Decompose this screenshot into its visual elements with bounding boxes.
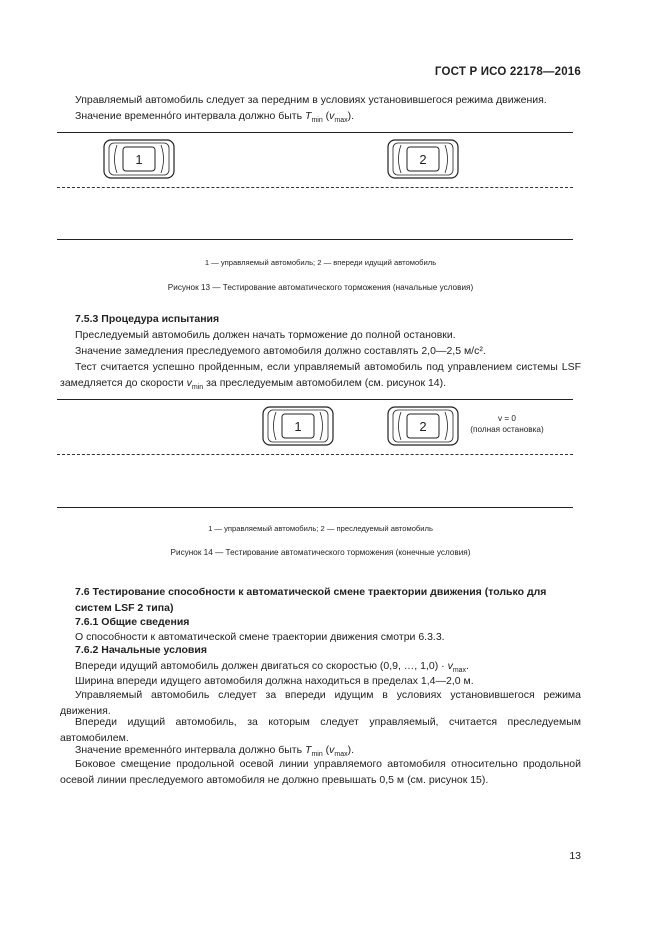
fig14-stop-label: (полная остановка) (470, 425, 544, 434)
fig14-car-1 (262, 406, 334, 446)
fig14-car-2 (387, 406, 459, 446)
section-7-6-heading: 7.6 Тестирование способности к автоматической смене траектории движения (только для систем LSF 2 типа) (75, 586, 547, 614)
s762-paragraph-1: Впереди идущий автомобиль должен двигаться со скоростью (0,9, …, $1,0) \cdot v_{max}$. (75, 660, 469, 675)
document-header: ГОСТ Р ИСО 22178—2016 (434, 66, 581, 78)
section-7-5-3-heading: 7.5.3 Процедура испытания (75, 313, 220, 325)
section-7-6-1-heading: 7.6.1 Общие сведения (75, 616, 190, 628)
intro-line-1: Управляемый автомобиль следует за передним в условиях установившегося режима движения. (75, 94, 547, 106)
fig13-road-top-edge (57, 132, 573, 133)
fig14-car-2-label: 2 (419, 419, 427, 434)
intro-paragraph (60, 92, 581, 129)
fig13-car-2-label: 2 (419, 152, 427, 167)
intro-line-2: Значение временно́го интервала должно быть $T_{min}$ $(v_{max})$. (75, 110, 355, 125)
s753-paragraph-3: Тест считается успешно пройденным, если управляемый автомобиль под управлением системы LSF замедляется до скорости $v_{min}$ за преследуемым автомобилем (см. рисунок 14). (60, 361, 581, 392)
fig13-lane-center-line (57, 187, 573, 188)
s753-paragraph-1: Преследуемый автомобиль должен начать торможение до полной остановки. (75, 329, 456, 341)
fig14-car-1-label: 1 (294, 419, 302, 434)
fig13-legend: 1 — управляемый автомобиль; 2 — впереди идущий автомобиль (204, 258, 437, 267)
fig13-caption: Рисунок 13 — Тестирование автоматического торможения (начальные условия) (167, 283, 474, 292)
s762-paragraph-5: Значение временно́го интервала должно быть $T_{min}$ $(v_{max})$. (75, 744, 355, 759)
fig14-road-top-edge (57, 399, 573, 400)
page-number: 13 (569, 850, 581, 862)
fig14-lane-center-line (57, 454, 573, 455)
fig13-road-bottom-edge (57, 239, 573, 240)
s762-paragraph-6: Боковое смещение продольной осевой линии управляемого автомобиля относительно продольной осевой линии преследуемого автомобиля не должно превышать 0,5 м (см. рисунок 15). (60, 758, 581, 786)
section-7-6-2-heading: 7.6.2 Начальные условия (75, 644, 207, 656)
fig14-stop-annotation (462, 413, 552, 435)
s762-paragraph-2: Ширина впереди идущего автомобиля должна находиться в пределах 1,4—2,0 м. (75, 675, 474, 687)
fig14-road-bottom-edge (57, 507, 573, 508)
fig14-velocity-label: v = 0 (498, 414, 516, 423)
s761-paragraph: О способности к автоматической смене траектории движения смотри 6.3.3. (75, 631, 445, 643)
fig13-car-2 (387, 139, 459, 179)
fig13-car-1 (103, 139, 175, 179)
s753-paragraph-2: Значение замедления преследуемого автомобиля должно составлять 2,0—2,5 м/с². (75, 345, 486, 357)
fig14-legend: 1 — управляемый автомобиль; 2 — преследуемый автомобиль (208, 524, 433, 533)
s762-paragraph-3: Управляемый автомобиль следует за впереди идущим в условиях установившегося режима движения. (60, 689, 581, 717)
fig13-car-1-label: 1 (135, 152, 143, 167)
fig14-caption: Рисунок 14 — Тестирование автоматического торможения (конечные условия) (170, 548, 471, 557)
s762-paragraph-4: Впереди идущий автомобиль, за которым следует управляемый, считается преследуемым автомобилем. (60, 716, 581, 744)
